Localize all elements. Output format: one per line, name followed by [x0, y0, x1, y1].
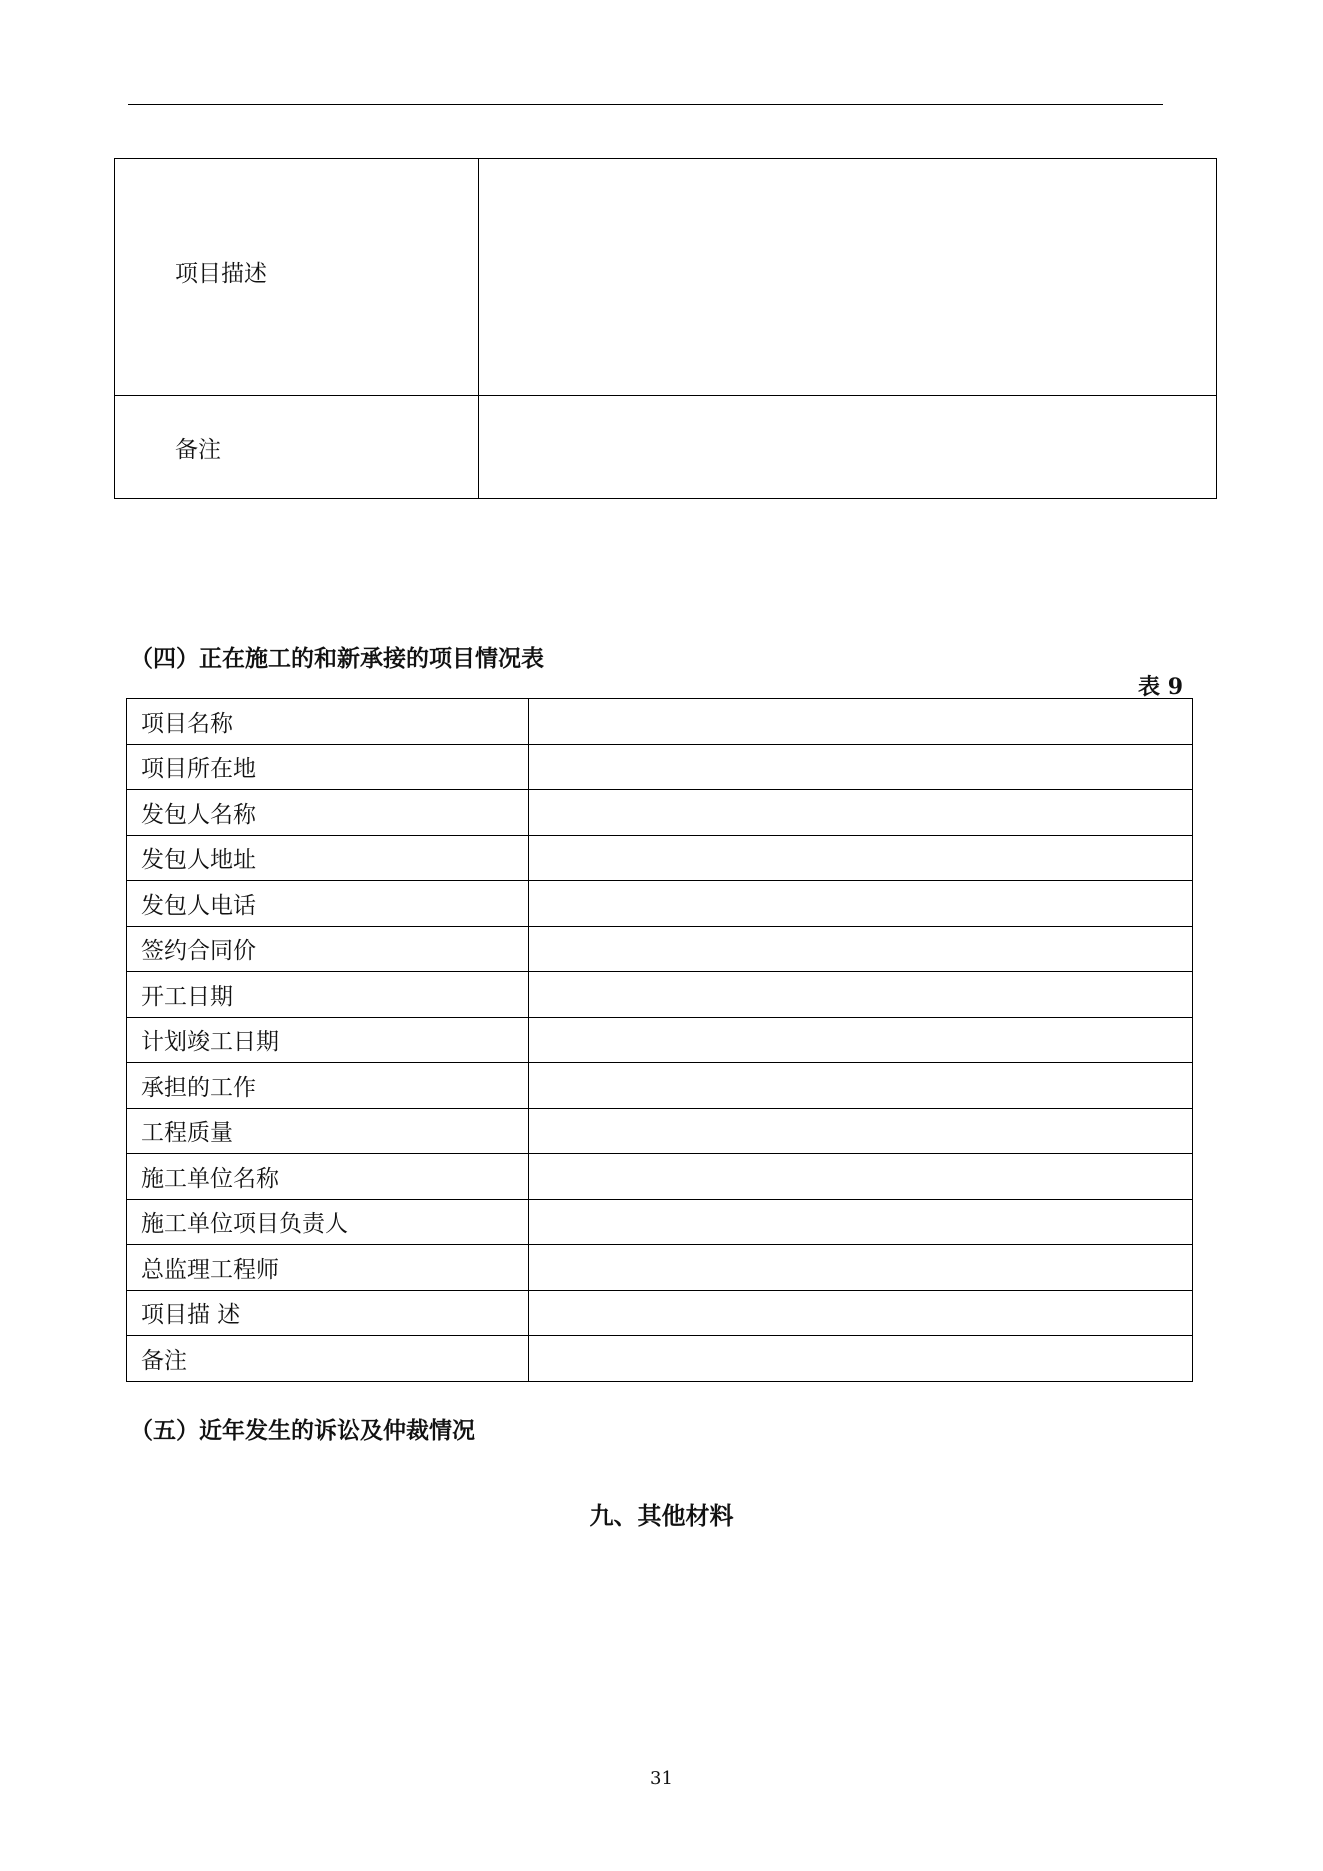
row-value [529, 790, 1193, 836]
row-label: 工程质量 [127, 1108, 529, 1154]
chapter-heading-other-materials: 九、其他材料 [589, 1501, 734, 1530]
row-value-project-description [479, 159, 1217, 396]
row-label: 施工单位名称 [127, 1154, 529, 1200]
row-value-remarks [479, 396, 1217, 499]
table-row [127, 790, 1193, 836]
row-label: 项目名称 [127, 699, 529, 745]
row-label: 签约合同价 [127, 926, 529, 972]
row-value [529, 1154, 1193, 1200]
row-value [529, 835, 1193, 881]
row-label: 总监理工程师 [127, 1245, 529, 1291]
table-row [115, 396, 1217, 499]
row-label: 施工单位项目负责人 [127, 1199, 529, 1245]
row-label: 开工日期 [127, 972, 529, 1018]
project-continuation-table [114, 158, 1217, 499]
row-label-project-description: 项目描述 [115, 159, 479, 396]
row-value [529, 972, 1193, 1018]
header-rule [128, 104, 1163, 105]
table-row [127, 1154, 1193, 1200]
row-label: 备注 [127, 1336, 529, 1382]
row-label: 计划竣工日期 [127, 1017, 529, 1063]
row-value [529, 1108, 1193, 1154]
table-row [127, 881, 1193, 927]
table-row [127, 1199, 1193, 1245]
table-row [127, 1017, 1193, 1063]
table-row [127, 835, 1193, 881]
table-row [127, 1108, 1193, 1154]
row-value [529, 926, 1193, 972]
row-label: 发包人地址 [127, 835, 529, 881]
row-value [529, 1336, 1193, 1382]
table-row [127, 1245, 1193, 1291]
row-label: 承担的工作 [127, 1063, 529, 1109]
row-label: 项目描 述 [127, 1290, 529, 1336]
page-number: 31 [650, 1768, 673, 1789]
row-value [529, 744, 1193, 790]
row-value [529, 1017, 1193, 1063]
section-heading-ongoing-projects: （四）正在施工的和新承接的项目情况表 [130, 645, 544, 672]
table-row [127, 926, 1193, 972]
table-number-label: 表 9 [1138, 674, 1183, 700]
table-row [127, 1063, 1193, 1109]
row-value [529, 1063, 1193, 1109]
row-value [529, 1290, 1193, 1336]
table-row [127, 1336, 1193, 1382]
table-row [127, 744, 1193, 790]
row-label-remarks: 备注 [115, 396, 479, 499]
ongoing-projects-table [126, 698, 1193, 1382]
row-label: 发包人名称 [127, 790, 529, 836]
section-heading-litigation: （五）近年发生的诉讼及仲裁情况 [130, 1417, 475, 1444]
table-row [127, 972, 1193, 1018]
table-row [127, 699, 1193, 745]
row-value [529, 881, 1193, 927]
row-label: 项目所在地 [127, 744, 529, 790]
row-value [529, 1199, 1193, 1245]
row-value [529, 699, 1193, 745]
table-row [127, 1290, 1193, 1336]
table-row [115, 159, 1217, 396]
row-label: 发包人电话 [127, 881, 529, 927]
row-value [529, 1245, 1193, 1291]
